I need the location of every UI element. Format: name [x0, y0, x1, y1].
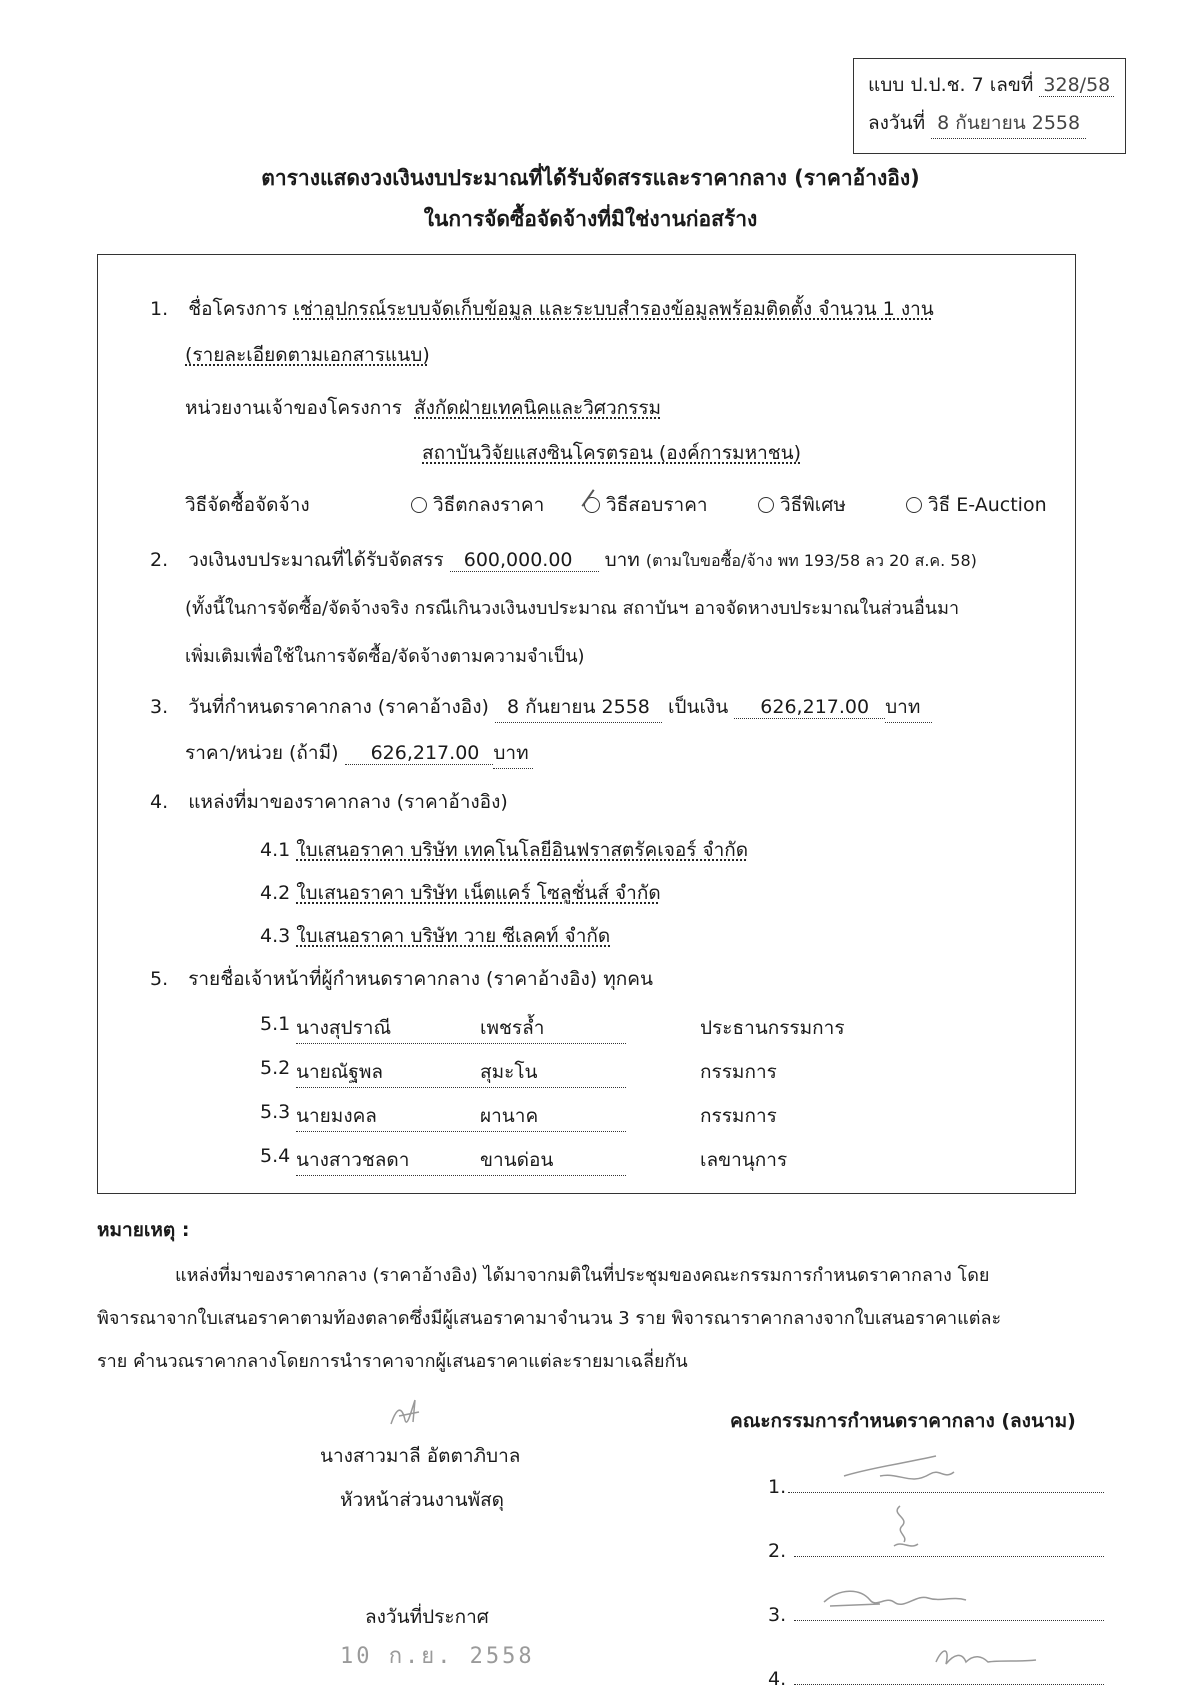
item5-committee-heading: [150, 964, 653, 994]
method-label: วิธีจัดซื้อจัดจ้าง: [185, 494, 310, 516]
item3-number: 3.: [150, 696, 169, 718]
method-option-label: วิธี E-Auction: [928, 494, 1047, 516]
form-label: แบบ ป.ป.ช. 7: [868, 74, 984, 96]
member-first-name: นายณัฐพล: [296, 1061, 384, 1083]
signature-number: 3.: [768, 1604, 787, 1626]
remark-line3: ราย คำนวณราคากลางโดยการนำราคาจากผู้เสนอราคาแต่ละรายมาเฉลี่ยกัน: [97, 1351, 688, 1372]
signature-blank: [788, 1492, 1104, 1493]
owner-organization: สถาบันวิจัยแสงซินโครตรอน (องค์การมหาชน): [422, 442, 802, 464]
member-name: [296, 1145, 626, 1176]
supply-head-signature: [385, 1392, 429, 1432]
signature-line-2: [768, 1540, 1108, 1562]
committee-signature-2: [880, 1500, 930, 1556]
owner-unit: สังกัดฝ่ายเทคนิคและวิศวกรรม: [414, 397, 662, 419]
budget-amount: 600,000.00: [450, 549, 599, 572]
signature-number: 1.: [768, 1476, 787, 1498]
budget-reference: (ตามใบขอซื้อ/จ้าง พท 193/58 ลว 20 ส.ค. 58): [645, 551, 977, 570]
method-option-4[interactable]: [906, 490, 1047, 520]
item4-source-heading: [150, 787, 508, 817]
member-role: กรรมการ: [700, 1105, 777, 1127]
member-name: [296, 1101, 626, 1132]
committee-signature-4: [930, 1640, 1040, 1676]
source-number: 4.3: [260, 925, 291, 947]
member-last-name: ผานาค: [480, 1105, 539, 1127]
member-last-name: ขานด่อน: [480, 1149, 554, 1171]
member-role: ประธานกรรมการ: [700, 1017, 845, 1039]
source-item: [260, 921, 610, 951]
item2-label: วงเงินงบประมาณที่ได้รับจัดสรร: [188, 549, 444, 571]
member-first-name: นางสุปราณี: [296, 1017, 392, 1039]
member-number: 5.1: [260, 1013, 291, 1035]
source-text: ใบเสนอราคา บริษัท เทคโนโลยีอินฟราสตรัคเจอร์ จำกัด: [296, 839, 749, 861]
date-label: ลงวันที่: [868, 112, 926, 134]
member-role: กรรมการ: [700, 1061, 777, 1083]
reference-price-date: 8 กันยายน 2558: [495, 692, 662, 723]
member-role: เลขานุการ: [700, 1149, 788, 1171]
signature-blank: [794, 1620, 1104, 1621]
reference-price-unit: บาท: [885, 692, 932, 723]
owner-label: หน่วยงานเจ้าของโครงการ: [185, 397, 402, 419]
source-number: 4.1: [260, 839, 291, 861]
item2-number: 2.: [150, 549, 169, 571]
radio-icon[interactable]: [906, 497, 922, 513]
page-title: ตารางแสดงวงเงินงบประมาณที่ได้รับจัดสรรและราคากลาง (ราคาอ้างอิง): [261, 166, 920, 190]
supply-head-title: หัวหน้าส่วนงานพัสดุ: [340, 1489, 505, 1511]
signature-blank: [794, 1684, 1104, 1685]
item5-number: 5.: [150, 968, 169, 990]
method-option-label: วิธีสอบราคา: [606, 494, 708, 516]
radio-icon[interactable]: [758, 497, 774, 513]
source-item: [260, 835, 748, 865]
item1-project-line: [150, 294, 934, 324]
signature-number: 4.: [768, 1668, 787, 1690]
unit-price-unit: บาท: [493, 738, 532, 769]
member-last-name: เพชรล้ำ: [480, 1017, 545, 1039]
method-option-2[interactable]: [584, 490, 708, 520]
member-last-name: สุมะโน: [480, 1061, 538, 1083]
method-option-label: วิธีพิเศษ: [780, 494, 846, 516]
project-name: เช่าอุปกรณ์ระบบจัดเก็บข้อมูล และระบบสำรองข้อมูลพร้อมติดตั้ง จำนวน 1 งาน: [293, 298, 934, 320]
budget-note-line2: เพิ่มเติมเพื่อใช้ในการจัดซื้อ/จัดจ้างตามความจำเป็น): [185, 646, 585, 667]
item3-label: วันที่กำหนดราคากลาง (ราคาอ้างอิง): [188, 696, 489, 718]
form-number-line: [868, 70, 1114, 100]
source-text: ใบเสนอราคา บริษัท วาย ซีเลคท์ จำกัด: [296, 925, 611, 947]
signature-blank: [794, 1556, 1104, 1557]
method-option-3[interactable]: [758, 490, 846, 520]
item4-label: แหล่งที่มาของราคากลาง (ราคาอ้างอิง): [188, 791, 508, 813]
budget-unit: บาท: [604, 549, 640, 571]
committee-heading: คณะกรรมการกำหนดราคากลาง (ลงนาม): [730, 1410, 1076, 1432]
budget-note-line1: (ทั้งนี้ในการจัดซื้อ/จัดจ้างจริง กรณีเกินวงเงินงบประมาณ สถาบันฯ อาจจัดหางบประมาณในส่วนอื่นมา: [185, 598, 960, 619]
document-date-line: [868, 108, 1086, 139]
number-label: เลขที่: [989, 74, 1034, 96]
item5-label: รายชื่อเจ้าหน้าที่ผู้กำหนดราคากลาง (ราคาอ้างอิง) ทุกคน: [188, 968, 653, 990]
remark-heading: หมายเหตุ :: [97, 1219, 190, 1241]
unit-price-label: ราคา/หน่วย (ถ้ามี): [185, 742, 339, 764]
item4-number: 4.: [150, 791, 169, 813]
member-number: 5.3: [260, 1101, 291, 1123]
document-date: 8 กันยายน 2558: [931, 108, 1086, 139]
reference-price-amount: 626,217.00: [734, 696, 885, 719]
item1-number: 1.: [150, 298, 169, 320]
item1-label: ชื่อโครงการ: [188, 298, 288, 320]
source-number: 4.2: [260, 882, 291, 904]
item2-budget-line: [150, 545, 977, 575]
radio-checked-icon[interactable]: [584, 497, 600, 513]
member-first-name: นางสาวชลดา: [296, 1149, 410, 1171]
item3-reference-price-line: [150, 692, 932, 723]
project-detail: (รายละเอียดตามเอกสารแนบ): [185, 344, 430, 366]
committee-signature-1: [840, 1446, 960, 1490]
source-item: [260, 878, 661, 908]
member-name: [296, 1057, 626, 1088]
signature-number: 2.: [768, 1540, 787, 1562]
method-option-1[interactable]: [411, 490, 544, 520]
committee-signature-3: [820, 1582, 970, 1616]
page-subtitle: ในการจัดซื้อจัดจ้างที่มิใช่งานก่อสร้าง: [423, 207, 758, 231]
radio-icon[interactable]: [411, 497, 427, 513]
member-first-name: นายมงคล: [296, 1105, 377, 1127]
remark-line1: แหล่งที่มาของราคากลาง (ราคาอ้างอิง) ได้มาจากมติในที่ประชุมของคณะกรรมการกำหนดราคากลาง โดย: [175, 1265, 990, 1286]
method-option-label: วิธีตกลงราคา: [433, 494, 545, 516]
member-number: 5.4: [260, 1145, 291, 1167]
member-number: 5.2: [260, 1057, 291, 1079]
source-text: ใบเสนอราคา บริษัท เน็ตแคร์ โซลูชั่นส์ จำกัด: [296, 882, 661, 904]
owner-line: [185, 393, 661, 423]
unit-price-line: [185, 738, 533, 769]
remark-line2: พิจารณาจากใบเสนอราคาตามท้องตลาดซึ่งมีผู้เสนอราคามาจำนวน 3 ราย พิจารณาราคากลางจากใบเสนอราคาแต่ละ: [97, 1308, 1002, 1329]
member-name: [296, 1013, 626, 1044]
announce-date-stamp: 10 ก.ย. 2558: [340, 1644, 535, 1669]
amount-label: เป็นเงิน: [667, 696, 729, 718]
unit-price-amount: 626,217.00: [345, 742, 494, 765]
supply-head-name: นางสาวมาลี อัตตาภิบาล: [320, 1445, 521, 1467]
announce-date-label: ลงวันที่ประกาศ: [365, 1606, 489, 1628]
document-number: 328/58: [1039, 74, 1114, 97]
